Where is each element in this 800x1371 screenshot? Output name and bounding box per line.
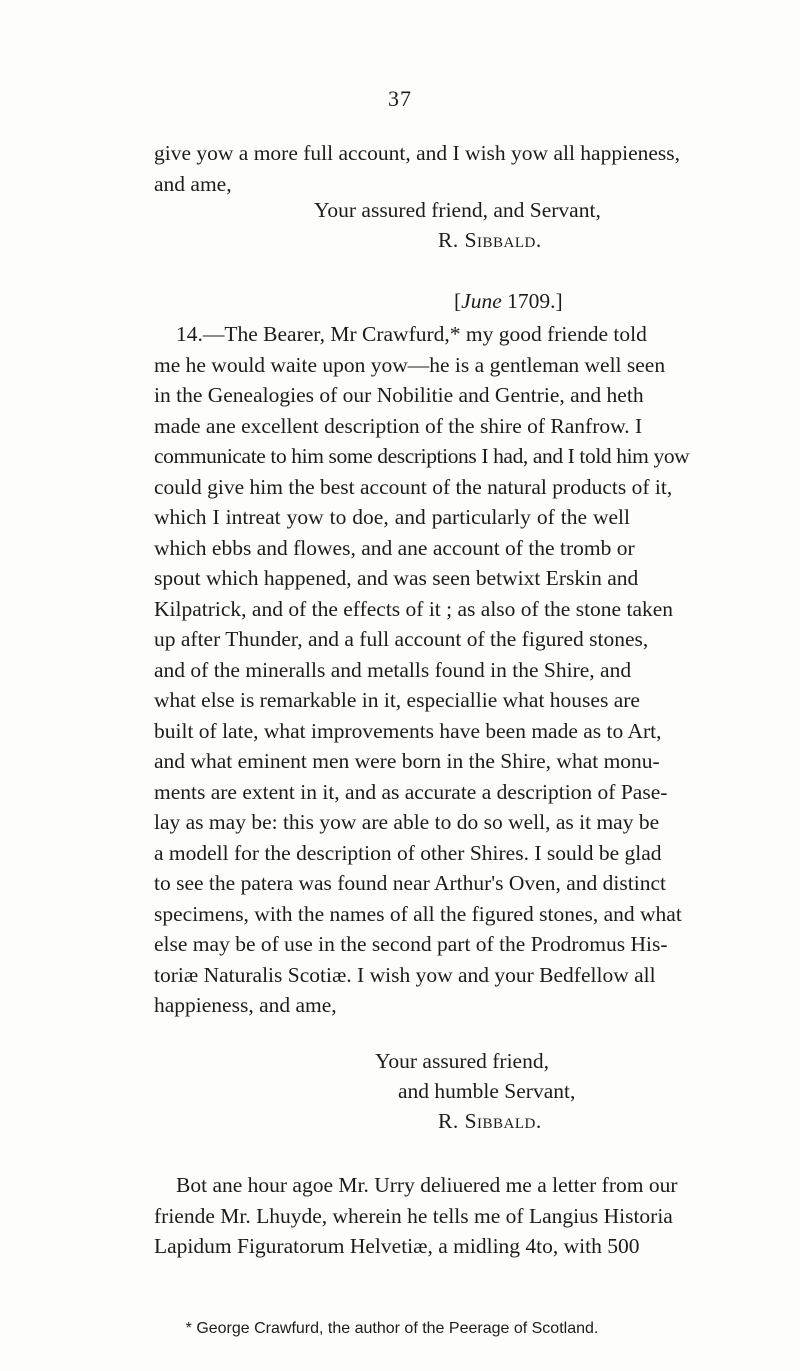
- text-line: and what eminent men were born in the Shire, what monu-: [154, 749, 660, 773]
- text-line: what else is remarkable in it, especiallie what houses are: [154, 688, 640, 712]
- text-line: spout which happened, and was seen betwixt Erskin and: [154, 566, 639, 590]
- text-line: happieness, and ame,: [154, 993, 337, 1017]
- text-line: friende Mr. Lhuyde, wherein he tells me of Langius Historia: [154, 1203, 673, 1228]
- text-line: 14.—The Bearer, Mr Crawfurd,* my good friende told: [176, 322, 647, 346]
- text-line: communicate to him some descriptions I had, and I told him yow: [154, 444, 690, 468]
- signature-closing: and humble Servant,: [398, 1079, 576, 1103]
- text-line: a modell for the description of other Shires. I sould be glad: [154, 840, 662, 865]
- page-number: 37: [388, 86, 412, 111]
- signature-name: R. Sibbald.: [438, 228, 542, 252]
- text-line: toriæ Naturalis Scotiæ. I wish yow and your Bedfellow all: [154, 962, 656, 987]
- opening-paragraph: [154, 138, 681, 199]
- text-line: ments are extent in it, and as accurate a description of Pase-: [154, 779, 668, 804]
- text-line: me he would waite upon yow—he is a gentleman well seen: [154, 352, 666, 377]
- text-line: made ane excellent description of the shire of Ranfrow. I: [154, 413, 643, 438]
- text-line: which I intreat yow to doe, and particularly of the well: [154, 505, 630, 529]
- text-line: and of the mineralls and metalls found in the Shire, and: [154, 657, 632, 682]
- signature-name: R. Sibbald.: [438, 1109, 542, 1133]
- letter-14-body: [154, 319, 690, 1021]
- text-line: in the Genealogies of our Nobilitie and Gentrie, and heth: [154, 383, 644, 407]
- date-year: 1709.: [507, 289, 556, 313]
- text-line: lay as may be: this yow are able to do so well, as it may be: [154, 810, 660, 834]
- text-line: else may be of use in the second part of the Prodromus His-: [154, 932, 668, 956]
- signature-closing: Your assured friend, and Servant,: [314, 198, 601, 222]
- text-line: give yow a more full account, and I wish yow all happieness,: [154, 141, 681, 165]
- text-line: to see the patera was found near Arthur's Oven, and distinct: [154, 871, 666, 895]
- text-line: built of late, what improvements have been made as to Art,: [154, 718, 662, 743]
- text-line: which ebbs and flowes, and ane account of the tromb or: [154, 535, 635, 560]
- text-line: and ame,: [154, 171, 232, 196]
- text-line: up after Thunder, and a full account of the figured stones,: [154, 627, 649, 651]
- text-line: specimens, with the names of all the figured stones, and what: [154, 901, 682, 926]
- text-line: Kilpatrick, and of the effects of it ; as also of the stone taken: [154, 596, 674, 621]
- text-line: Bot ane hour agoe Mr. Urry deliuered me a letter from our: [176, 1173, 678, 1197]
- text-line: Lapidum Figuratorum Helvetiæ, a midling 4to, with 500: [154, 1234, 640, 1258]
- letter-date: [June 1709.]: [454, 289, 563, 313]
- date-month: June: [461, 289, 502, 313]
- footnote: * George Crawfurd, the author of the Peerage of Scotland.: [185, 1320, 599, 1337]
- postscript-paragraph: [154, 1170, 678, 1262]
- text-line: could give him the best account of the natural products of it,: [154, 474, 673, 499]
- signature-closing: Your assured friend,: [375, 1049, 549, 1073]
